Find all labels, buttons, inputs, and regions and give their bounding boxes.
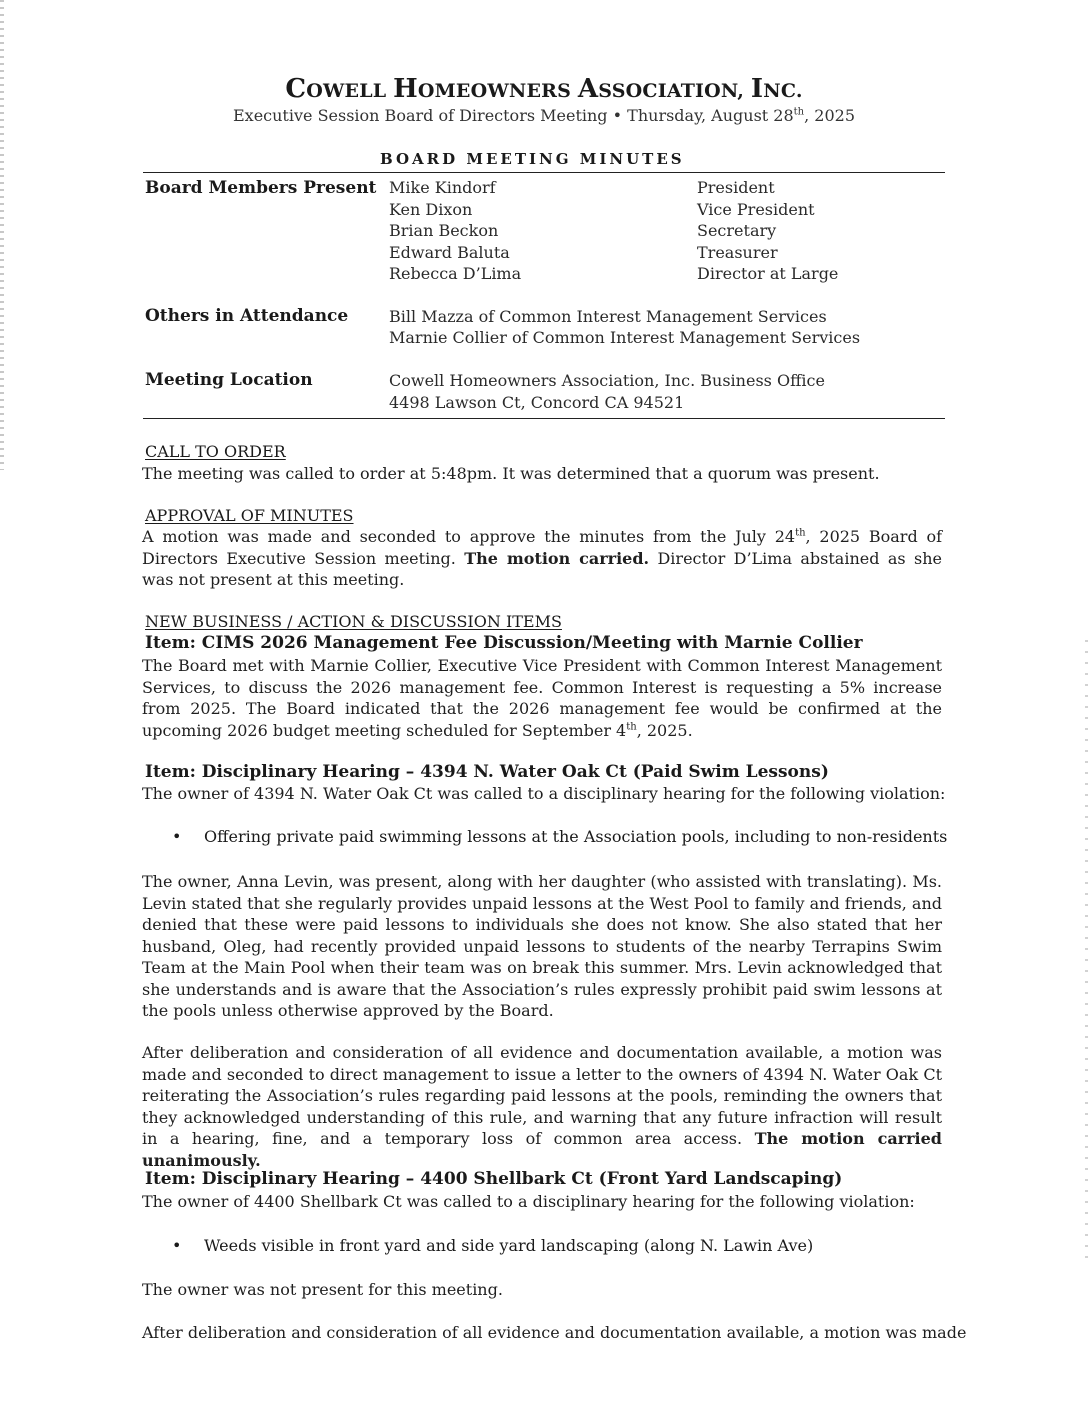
owner-absent-note: The owner was not present for this meeting.: [142, 1280, 503, 1299]
board-member-role: Secretary: [697, 221, 777, 240]
item-title: Item: CIMS 2026 Management Fee Discussion/Meeting with Marnie Collier: [145, 633, 863, 653]
call-to-order-heading: CALL TO ORDER: [145, 442, 286, 461]
meeting-location-line: Cowell Homeowners Association, Inc. Business Office: [389, 371, 825, 390]
minutes-heading: BOARD MEETING MINUTES: [380, 150, 685, 168]
board-member-name: Rebecca D’Lima: [389, 264, 522, 283]
board-member-name: Ken Dixon: [389, 200, 473, 219]
organization-title: COWELL HOMEOWNERS ASSOCIATION, INC.: [285, 74, 803, 104]
new-business-heading: NEW BUSINESS / ACTION & DISCUSSION ITEMS: [145, 612, 562, 631]
meeting-subtitle: Executive Session Board of Directors Meeting • Thursday, August 28th, 2025: [232, 106, 856, 125]
violation-bullet: Weeds visible in front yard and side yard landscaping (along N. Lawin Ave): [204, 1236, 814, 1255]
item-intro: The owner of 4394 N. Water Oak Ct was called to a disciplinary hearing for the following violation:: [142, 784, 946, 803]
call-to-order-text: The meeting was called to order at 5:48pm. It was determined that a quorum was present.: [142, 464, 880, 483]
header-rule-bottom: [143, 418, 945, 419]
item-title: Item: Disciplinary Hearing – 4394 N. Water Oak Ct (Paid Swim Lessons): [145, 762, 829, 782]
other-attendee: Marnie Collier of Common Interest Management Services: [389, 328, 861, 347]
meeting-location-line: 4498 Lawson Ct, Concord CA 94521: [389, 393, 685, 412]
other-attendee: Bill Mazza of Common Interest Management Services: [389, 307, 827, 326]
item-paragraph: After deliberation and consideration of all evidence and documentation available, a motion was made and seconded to direct management to issue a letter to the owners of 4394 N. Water Oak Ct reiterating the Association’s rules regarding paid lessons at the pools, reminding the owners that they acknowledged understanding of this rule, and warning that any future infraction will result in a hearing, fine, and a temporary loss of common area access. The motion carried unanimously.: [142, 1043, 942, 1170]
bullet-icon: •: [172, 827, 182, 846]
board-member-name: Edward Baluta: [389, 243, 510, 262]
scan-edge-marks: [0, 0, 4, 470]
header-rule-top: [143, 172, 945, 173]
approval-heading: APPROVAL OF MINUTES: [145, 506, 354, 525]
bullet-icon: •: [172, 1236, 182, 1255]
board-member-role: Director at Large: [697, 264, 839, 283]
board-member-name: Mike Kindorf: [389, 178, 496, 197]
board-member-role: President: [697, 178, 775, 197]
item-paragraph: The Board met with Marnie Collier, Executive Vice President with Common Interest Management Services, to discuss the 2026 management fee. Common Interest is requesting a 5% increase from 2025. The Board indicated that the 2026 management fee would be confirmed at the upcoming 2026 budget meeting scheduled for September 4th, 2025.: [142, 656, 942, 740]
board-member-role: Vice President: [697, 200, 815, 219]
board-member-role: Treasurer: [697, 243, 778, 262]
board-members-label: Board Members Present: [145, 178, 377, 198]
board-member-name: Brian Beckon: [389, 221, 499, 240]
approval-text: A motion was made and seconded to approve the minutes from the July 24th, 2025 Board of Directors Executive Session meeting. The motion carried. Director D’Lima abstained as she was not present at this meeting.: [142, 527, 942, 589]
item-paragraph: After deliberation and consideration of all evidence and documentation available, a motion was made: [142, 1323, 967, 1342]
item-intro: The owner of 4400 Shellbark Ct was called to a disciplinary hearing for the following violation:: [142, 1192, 915, 1211]
item-title: Item: Disciplinary Hearing – 4400 Shellbark Ct (Front Yard Landscaping): [145, 1169, 843, 1189]
item-paragraph: The owner, Anna Levin, was present, along with her daughter (who assisted with translating). Ms. Levin stated that she regularly provides unpaid lessons at the West Pool to family and friends, and denied that these were paid lessons to individuals she does not know. She also stated that her husband, Oleg, had recently provided unpaid lessons to students of the nearby Terrapins Swim Team at the Main Pool when their team was on break this summer. Mrs. Levin acknowledged that she understands and is aware that the Association’s rules expressly prohibit paid swim lessons at the pools unless otherwise approved by the Board.: [142, 872, 942, 1020]
meeting-location-label: Meeting Location: [145, 370, 313, 390]
violation-bullet: Offering private paid swimming lessons at the Association pools, including to non-residents: [204, 827, 948, 846]
others-attendance-label: Others in Attendance: [145, 306, 349, 326]
